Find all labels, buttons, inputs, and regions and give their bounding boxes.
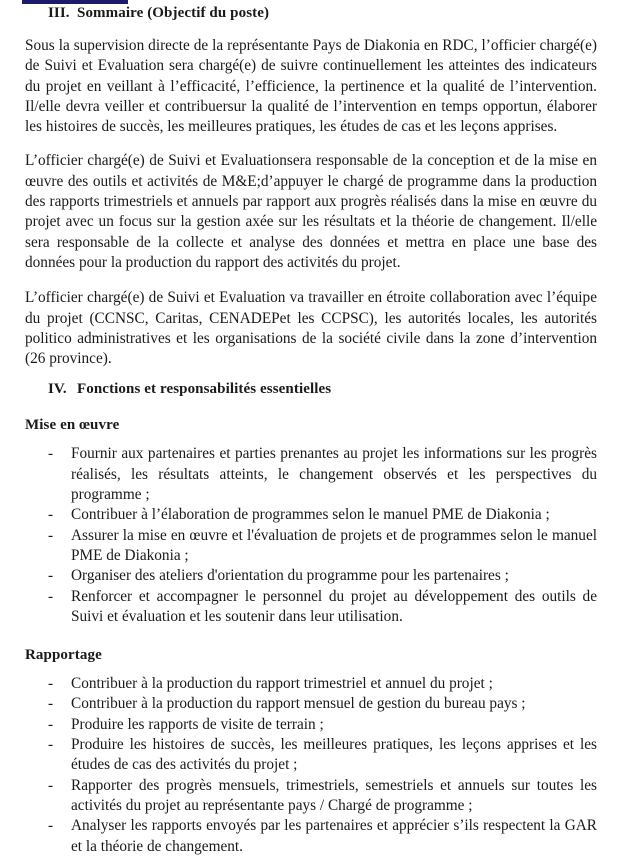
section-heading-iv [25, 380, 597, 399]
list-item-text: Rapporter des progrès mensuels, trimestriels, semestriels et annuels sur toutes les activités du projet au représentante pays / Chargé de programme ; [71, 776, 597, 814]
dash-bullet-icon: - [48, 587, 54, 605]
list-item-text: Produire les histoires de succès, les meilleures pratiques, les leçons apprises et les études de cas des activités du projet ; [71, 736, 597, 774]
dash-bullet-icon: - [48, 715, 54, 733]
section-numeral-iii: III. [48, 5, 70, 21]
bullet-list-mise-en-oeuvre [25, 444, 597, 627]
list-item [25, 566, 597, 586]
list-item-text: Analyser les rapports envoyés par les partenaires et apprécier s’ils respectent la GAR et la théorie de changement. [71, 817, 597, 855]
list-item [25, 715, 597, 735]
dash-bullet-icon: - [48, 567, 54, 585]
subsection-heading-mise-en-oeuvre: Mise en œuvre [25, 417, 120, 434]
paragraph-sommaire-1: Sous la supervision directe de la représentante Pays de Diakonia en RDC, l’officier chargé(e) de Suivi et Evaluation sera chargé(e) de suivre continuellement les atteintes des indicateurs du projet en veillant à l’efficacité, l’efficience, la pertinence et la qualité de l’intervention. Il/elle devra veiller et contribuersur la qualité de l’intervention en temps opportun, élaborer les histoires de succès, les meilleures pratiques, les études de cas et les leçons apprises. [25, 37, 597, 136]
list-item [25, 587, 597, 628]
dash-bullet-icon: - [48, 695, 54, 713]
dash-bullet-icon: - [48, 817, 54, 835]
list-item [25, 444, 597, 505]
list-item [25, 526, 597, 567]
list-item-text: Organiser des ateliers d'orientation du programme pour les partenaires ; [71, 567, 509, 585]
list-item [25, 776, 597, 817]
paragraph-sommaire-3: L’officier chargé(e) de Suivi et Evaluation va travailler en étroite collaboration avec l’équipe du projet (CCNSC, Caritas, CENADEPet les CCPSC), les autorités locales, les autorités politico administratives et les organisations de la société civile dans la zone d’intervention (26 province). [25, 289, 597, 368]
dash-bullet-icon: - [48, 506, 54, 524]
list-item [25, 694, 597, 714]
list-item-text: Renforcer et accompagner le personnel du projet au développement des outils de Suivi et évaluation et les soutenir dans leur utilisation. [71, 587, 597, 625]
document-body [25, 0, 597, 857]
paragraph-sommaire-2: L’officier chargé(e) de Suivi et Evaluationsera responsable de la conception et de la mise en œuvre des outils et activités de M&E;d’appuyer le chargé de programme dans la production des rapports trimestriels et annuels par rapport aux progrès réalisés dans la mise en œuvre du projet avec un focus sur la gestion axée sur les résultats et la théorie de changement. Il/elle sera responsable de la collecte et analyse des données et mettra en place une base des données pour la production du rapport des activités du projet. [25, 152, 597, 271]
subsection-heading-rapportage: Rapportage [25, 647, 102, 664]
dash-bullet-icon: - [48, 776, 54, 794]
list-item-text: Contribuer à la production du rapport trimestriel et annuel du projet ; [71, 675, 493, 693]
list-item-text: Contribuer à la production du rapport mensuel de gestion du bureau pays ; [71, 695, 526, 713]
dash-bullet-icon: - [48, 675, 54, 693]
list-item-text: Assurer la mise en œuvre et l'évaluation de projets et de programmes selon le manuel PME de Diakonia ; [71, 526, 597, 564]
dash-bullet-icon: - [48, 526, 54, 544]
list-item-text: Fournir aux partenaires et parties prenantes au projet les informations sur les progrès réalisés, les résultats atteints, le changement observés et les perspectives du programme ; [71, 445, 597, 504]
section-title-iv: Fonctions et responsabilités essentielles [77, 381, 332, 398]
list-item [25, 816, 597, 857]
section-numeral-iv: IV. [48, 381, 67, 398]
dash-bullet-icon: - [48, 736, 54, 754]
list-item [25, 505, 597, 525]
list-item-text: Produire les rapports de visite de terrain ; [71, 715, 324, 733]
bullet-list-rapportage [25, 674, 597, 857]
section-heading-iii [25, 4, 597, 23]
list-item-text: Contribuer à l’élaboration de programmes selon le manuel PME de Diakonia ; [71, 506, 550, 524]
dash-bullet-icon: - [48, 445, 54, 463]
list-item [25, 674, 597, 694]
section-title-iii: Sommaire (Objectif du poste) [77, 5, 270, 21]
list-item [25, 735, 597, 776]
